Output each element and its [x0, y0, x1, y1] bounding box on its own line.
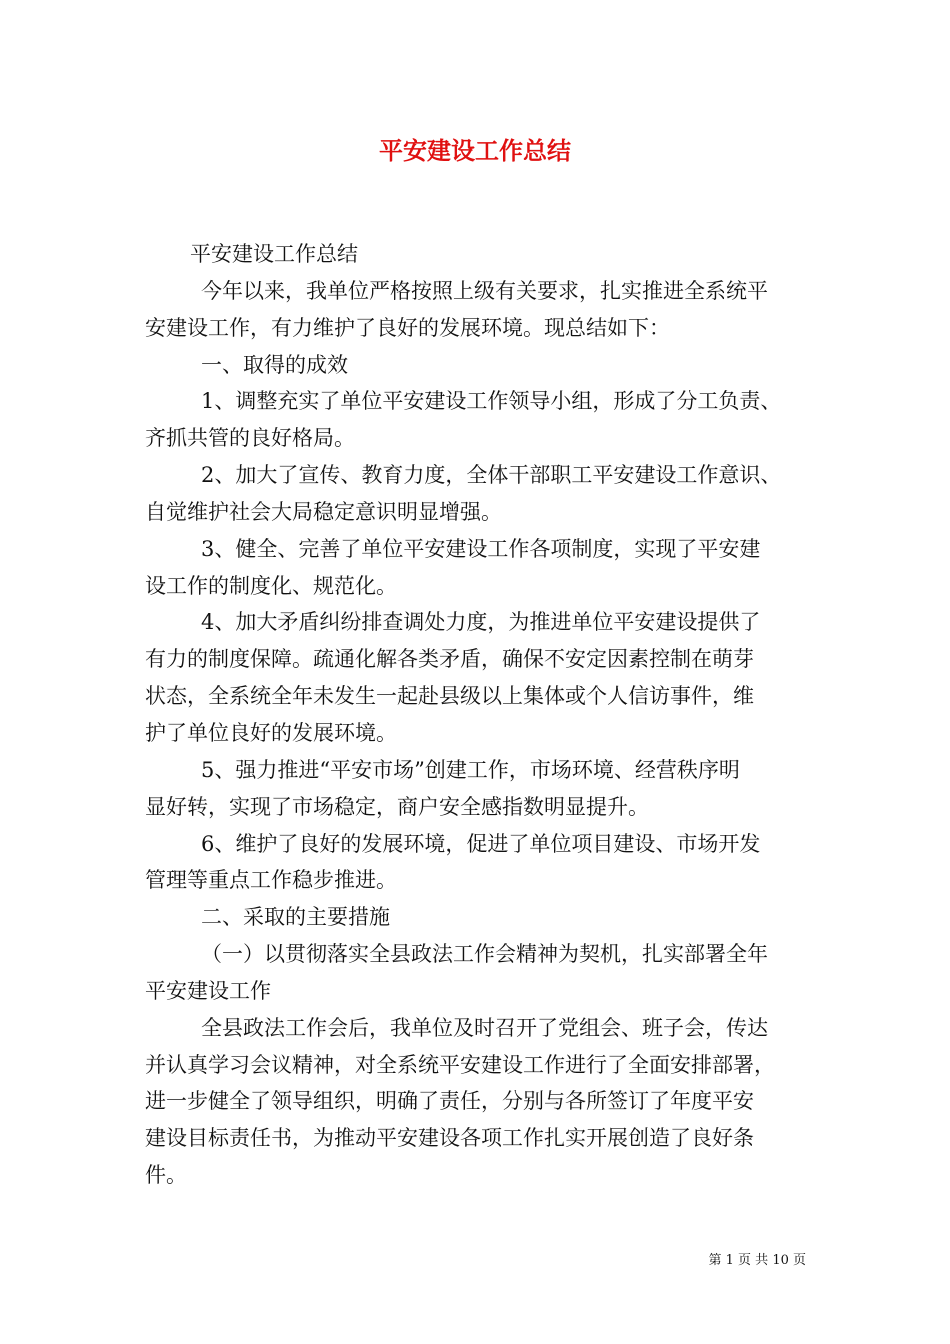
paragraph-line: 二、采取的主要措施: [201, 905, 390, 930]
paragraph-line: 5、强力推进“平安市场”创建工作，市场环境、经营秩序明: [201, 757, 740, 782]
paragraph-line: 2、加大了宣传、教育力度，全体干部职工平安建设工作意识、: [201, 463, 782, 488]
paragraph-line: 并认真学习会议精神，对全系统平安建设工作进行了全面安排部署，: [145, 1052, 775, 1077]
paragraph-line: （一）以贯彻落实全县政法工作会精神为契机，扎实部署全年: [201, 942, 768, 967]
paragraph-line: 设工作的制度化、规范化。: [145, 573, 397, 598]
paragraph-line: 状态，全系统全年未发生一起赴县级以上集体或个人信访事件，维: [145, 684, 754, 709]
paragraph-line: 护了单位良好的发展环境。: [145, 720, 397, 745]
paragraph-line: 平安建设工作: [145, 978, 271, 1003]
document-body: [145, 236, 825, 1194]
paragraph-line: 管理等重点工作稳步推进。: [145, 868, 397, 893]
paragraph-line: 4、加大矛盾纠纷排查调处力度，为推进单位平安建设提供了: [201, 610, 761, 635]
paragraph-line: 显好转，实现了市场稳定，商户安全感指数明显提升。: [145, 794, 649, 819]
page-number: 第 1 页 共 10 页: [708, 1253, 806, 1268]
paragraph-line: 1、调整充实了单位平安建设工作领导小组，形成了分工负责、: [201, 389, 782, 414]
paragraph-line: 全县政法工作会后，我单位及时召开了党组会、班子会，传达: [201, 1015, 768, 1040]
paragraph-line: 今年以来，我单位严格按照上级有关要求，扎实推进全系统平: [201, 278, 768, 303]
paragraph-line: 齐抓共管的良好格局。: [145, 426, 355, 451]
paragraph-line: 进一步健全了领导组织，明确了责任，分别与各所签订了年度平安: [145, 1089, 754, 1114]
paragraph-line: 建设目标责任书，为推动平安建设各项工作扎实开展创造了良好条: [145, 1126, 754, 1151]
paragraph-line: 件。: [145, 1163, 187, 1188]
subtitle-line: 平安建设工作总结: [190, 242, 358, 266]
paragraph-line: 有力的制度保障。疏通化解各类矛盾，确保不安定因素控制在萌芽: [145, 647, 754, 672]
paragraph-line: 安建设工作，有力维护了良好的发展环境。现总结如下：: [145, 315, 670, 340]
document-title: 平安建设工作总结: [379, 137, 571, 165]
paragraph-line: 自觉维护社会大局稳定意识明显增强。: [145, 499, 502, 524]
paragraph-line: 6、维护了良好的发展环境，促进了单位项目建设、市场开发: [201, 831, 761, 856]
paragraph-line: 一、取得的成效: [201, 352, 348, 377]
paragraph-line: 3、健全、完善了单位平安建设工作各项制度，实现了平安建: [201, 536, 761, 561]
